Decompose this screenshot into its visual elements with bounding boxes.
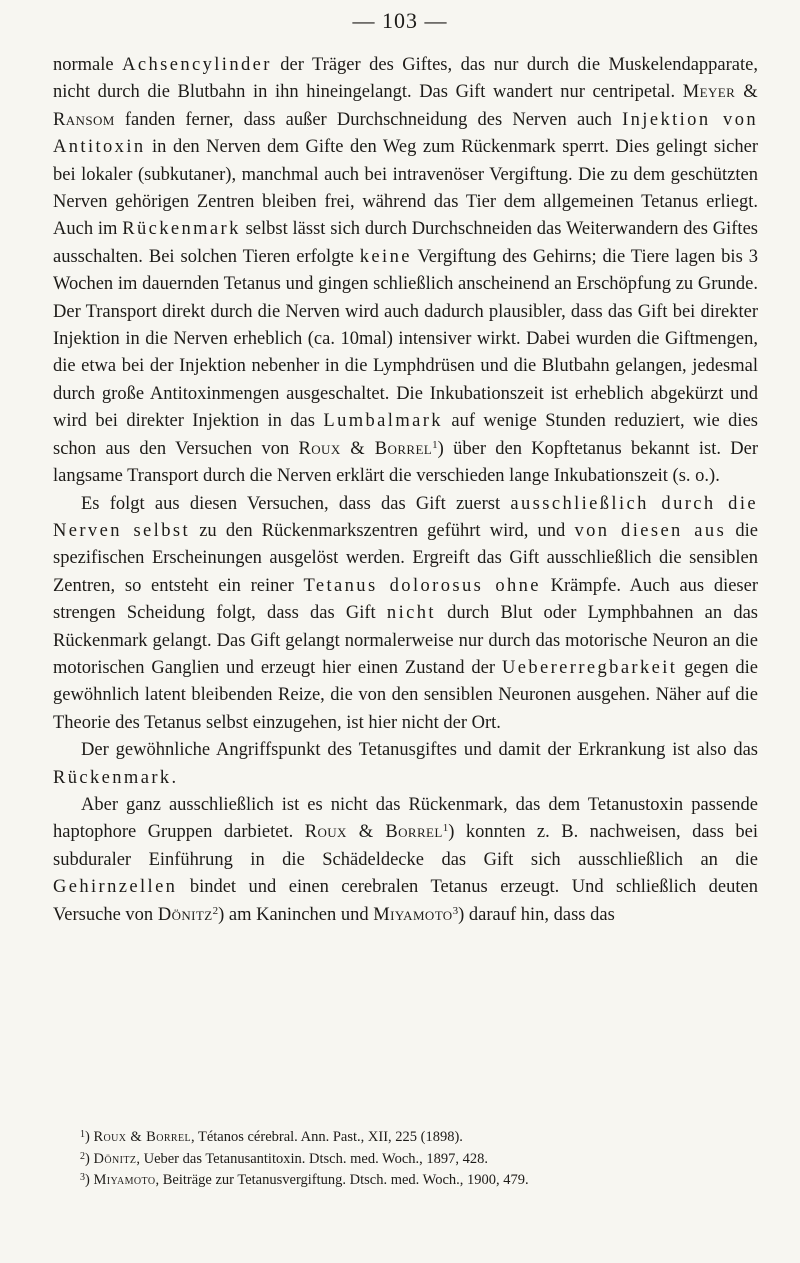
footnote-text: , Ueber das Tetanusantitoxin. Dtsch. med. Woch., 1897, 428. xyxy=(136,1150,489,1167)
emphasized-text: Gehirnzellen xyxy=(53,877,178,898)
paragraph: Aber ganz ausschließlich ist es nicht das Rückenmark, das dem Tetanustoxin passende haptophore Gruppen darbietet. Roux & Borrel$^1$) konnten z. B. nachweisen, dass bei subduraler Einführung in die Schädeldecke das Gift sich ausschließlich an die Gehirnzellen bindet und einen cerebralen Tetanus erzeugt. Und schließlich deuten Versuche von Dönitz$^2$) am Kaninchen und Miyamoto$^3$) darauf hin, dass das xyxy=(53,794,759,925)
paragraph xyxy=(53,491,758,738)
footnote-ref: 3 xyxy=(452,904,459,917)
emphasized-text: Injektion von Antitoxin xyxy=(53,109,758,158)
footnote-author: Roux & Borrel xyxy=(93,1129,191,1145)
text-run: der Träger des Giftes, das nur durch die Muskelendapparate, nicht durch die Blutbahn in ihn hineingelangt. Das Gift wandert nur centripetal. xyxy=(53,55,758,103)
paragraph xyxy=(53,737,758,792)
author-name: Miyamoto xyxy=(373,904,453,925)
footnote-mark: 2 xyxy=(80,1150,85,1162)
text-run: Krämpfe. Auch aus dieser strengen Scheidung folgt, dass das Gift xyxy=(53,575,759,624)
author-name: Dönitz xyxy=(157,904,213,925)
footnote-text: , Tétanos cérebral. Ann. Past., XII, 225 (1898). xyxy=(190,1129,463,1145)
emphasized-text: Tetanus dolorosus ohne xyxy=(303,575,541,596)
text-run: normale xyxy=(53,55,123,75)
text-run: fanden ferner, dass außer Durchschneidung des Nerven auch xyxy=(114,109,623,130)
footnote-mark: 1 xyxy=(80,1129,85,1140)
text-run: zu den Rückenmarkszentren geführt wird, und xyxy=(190,520,575,541)
emphasized-text: ausschließlich durch die Nerven selbst xyxy=(53,493,758,541)
text-run: darauf hin, dass das xyxy=(464,904,615,925)
text-run: in den Nerven dem Gifte den Weg zum Rückenmark sperrt. Dies gelingt sicher bei lokaler (subkutaner), manchmal auch bei intravenöser Vergiftung. Die zu dem geschützten Nerven gehörigen Zentren bleiben frei, während das Tier dem allgemeinen Tetanus erliegt. Auch im xyxy=(53,137,758,240)
footnote-ref: 2 xyxy=(212,904,219,917)
text-run: über den Kopftetanus bekannt ist. Der langsame Transport durch die Nerven erklärt die verschieden lange Inkubationszeit (s. o.). xyxy=(53,438,758,487)
text-run: Vergiftung des Gehirns; die Tiere lagen bis 3 Wochen im dauernden Tetanus und gingen schließlich anscheinend an Erschöpfung zu Grunde. Der Transport direkt durch die Nerven wird auch dadurch plausibler, dass das Gift bei direkter Injektion in die Nerven erheblich (ca. 10mal) intensiver wirkt. Dabei wurden die Giftmengen, die etwa bei der Injektion nebenher in die Lymphdrüsen und die Blutbahn gelangen, jedesmal durch große Antitoxinmengen ausgeschaltet. Die Inkubationszeit ist erheblich abgekürzt und wird bei direkter Injektion in das xyxy=(53,246,758,432)
emphasized-text: von diesen aus xyxy=(574,520,727,541)
emphasized-text: nicht xyxy=(386,603,436,624)
text-run: durch Blut oder Lymphbahnen an das Rückenmark gelangt. Das Gift gelangt normalerweise nur durch das motorische Neuron an die motorischen Ganglien und erzeugt hier einen Zustand der xyxy=(53,603,758,678)
footnote-mark: 3 xyxy=(80,1172,85,1183)
paragraph: normale Achsencylinder der Träger des Giftes, das nur durch die Muskelendapparate, nicht durch die Blutbahn in ihn hineingelangt. Das Gift wandert nur centripetal. Meyer & Ransom fanden ferner, dass außer Durchschneidung des Nerven auch Injektion von Antitoxin in den Nerven dem Gifte den Weg zum Rückenmark sperrt. Dies gelingt sicher bei lokaler (subkutaner), manchmal auch bei intravenöser Vergiftung. Die zu dem geschützten Nerven gehörigen Zentren bleiben frei, während das Tier dem allgemeinen Tetanus erliegt. Auch im Rückenmark selbst lässt sich durch Durchschneiden das Weiterwandern des Giftes ausschalten. Bei solchen Tieren erfolgte keine Vergiftung des Gehirns; die Tiere lagen bis 3 Wochen im dauernden Tetanus und gingen schließlich anscheinend an Erschöpfung zu Grunde. Der Transport direkt durch die Nerven wird auch dadurch plausibler, dass das Gift bei direkter Injektion in die Nerven erheblich (ca. 10mal) intensiver wirkt. Dabei wurden die Giftmengen, die etwa bei der Injektion nebenher in die Lymphdrüsen und die Blutbahn gelangen, jedesmal durch große Antitoxinmengen ausgeschaltet. Die Inkubationszeit ist erheblich abgekürzt und wird bei direkter Injektion in das Lumbalmark auf wenige Stunden reduziert, wie dies schon aus den Versuchen von Roux & Borrel$^1$) über den Kopftetanus bekannt ist. Der langsame Transport durch die Nerven erklärt die verschieden lange Inkubationszeit (s. o.). xyxy=(53,55,758,487)
footnote-text: , Beiträge zur Tetanusvergiftung. Dtsch. med. Woch., 1900, 479. xyxy=(155,1172,529,1188)
emphasized-text: Uebererregbarkeit xyxy=(501,657,678,678)
footnote-ref: 1 xyxy=(432,438,438,451)
text-run: auf wenige Stunden reduziert, wie dies schon aus den Versuchen von xyxy=(53,411,758,459)
emphasized-text: keine xyxy=(359,246,412,267)
author-name: Roux & Borrel xyxy=(304,822,443,843)
text-run: Der gewöhnliche Angriffspunkt des Tetanusgiftes und damit der Erkrankung ist also das xyxy=(81,740,758,761)
text-run: die spezifischen Erscheinungen ausgelöst werden. Ergreift das Gift ausschließlich die sensiblen Zentren, so entsteht ein reiner xyxy=(53,520,758,596)
footnote: $^3$) Miyamoto, Beiträge zur Tetanusvergiftung. Dtsch. med. Woch., 1900, 479. xyxy=(80,1172,529,1188)
text-run: Es folgt aus diesen Versuchen, dass das Gift zuerst xyxy=(81,493,511,514)
body-text xyxy=(53,52,758,929)
emphasized-text: Lumbalmark xyxy=(323,411,443,432)
text-run: gegen die gewöhnlich latent bleibenden Reize, die von den sensiblen Neuronen ausgehen. Näher auf die Theorie des Tetanus selbst einzugehen, ist hier nicht der Ort. xyxy=(53,657,758,733)
footnote: $^2$) Dönitz, Ueber das Tetanusantitoxin. Dtsch. med. Woch., 1897, 428. xyxy=(80,1150,489,1167)
footnote-author: Dönitz xyxy=(93,1150,137,1167)
author-name: Meyer & Ransom xyxy=(53,82,758,130)
emphasized-text: Rückenmark xyxy=(53,767,172,788)
footnote: $^1$) Roux & Borrel, Tétanos cérebral. Ann. Past., XII, 225 (1898). xyxy=(80,1129,463,1145)
text-run: Aber ganz ausschließlich ist es nicht das Rückenmark, das dem Tetanustoxin passende haptophore Gruppen darbietet. xyxy=(53,794,758,843)
text-run: am Kaninchen und xyxy=(224,904,374,925)
text-run: . xyxy=(171,767,177,788)
text-run: selbst lässt sich durch Durchschneiden das Weiterwandern des Giftes ausschalten. Bei solchen Tieren erfolgte xyxy=(53,219,758,267)
text-run: bindet und einen cerebralen Tetanus erzeugt. Und schließlich deuten Versuche von xyxy=(53,877,758,925)
emphasized-text: Rückenmark xyxy=(122,219,241,240)
page-number: — 103 — xyxy=(352,8,448,33)
emphasized-text: Achsencylinder xyxy=(122,55,272,75)
footnote-author: Miyamoto xyxy=(93,1172,156,1188)
text-run: konnten z. B. nachweisen, dass bei subduraler Einführung in die Schädeldecke das Gift sich ausschließlich an die xyxy=(53,822,759,870)
author-name: Roux & Borrel xyxy=(298,438,433,459)
footnote-ref: 1 xyxy=(442,822,449,835)
footnotes xyxy=(80,1127,760,1192)
